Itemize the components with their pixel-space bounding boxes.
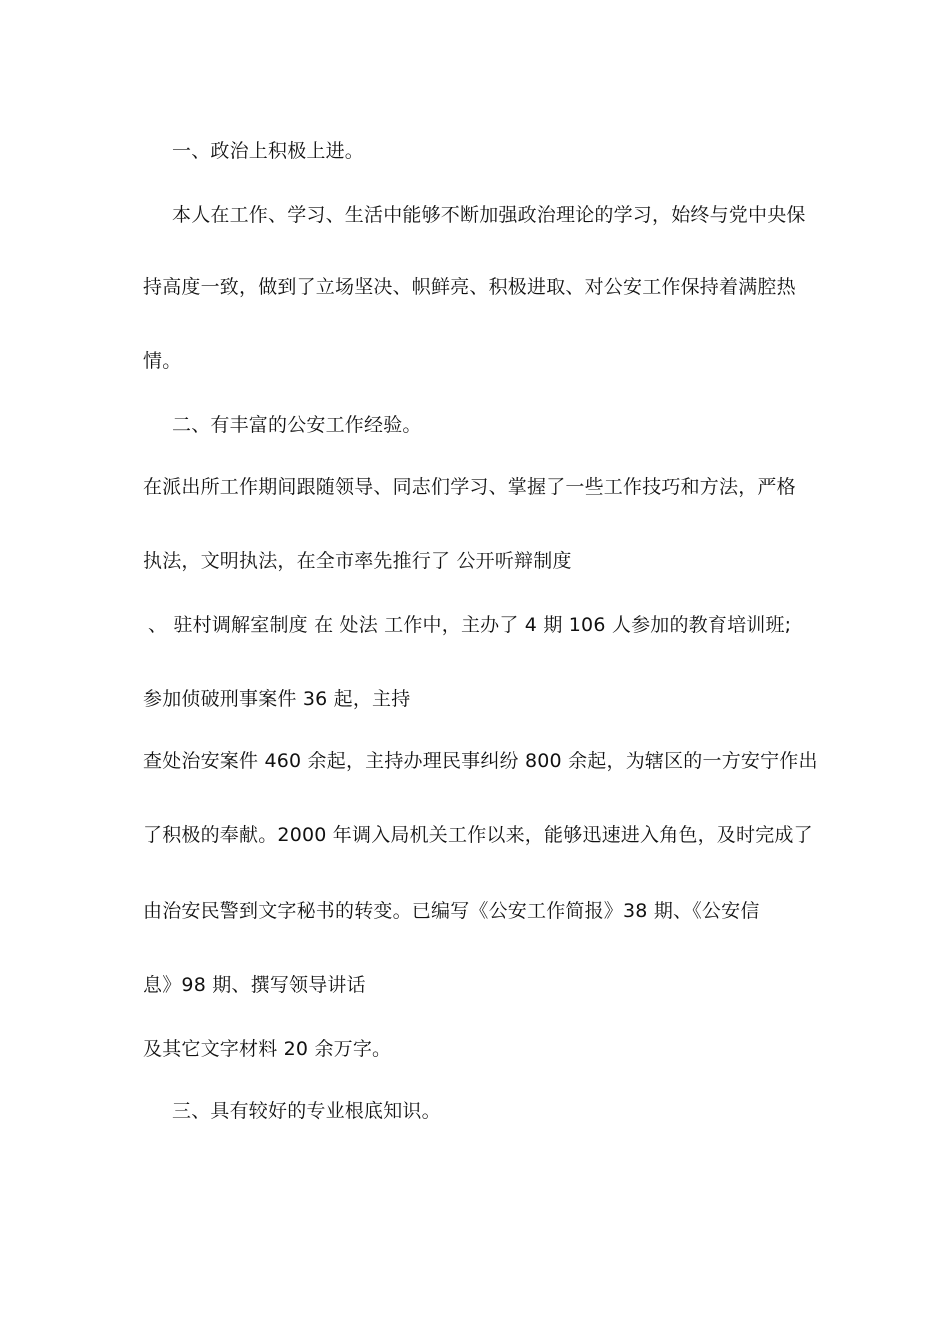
paragraph-line: 由治安民警到文字秘书的转变。已编写《公安工作简报》38 期、《公安信: [143, 900, 760, 922]
paragraph-line: 查处治安案件 460 余起，主持办理民事纠纷 800 余起，为辖区的一方安宁作出: [143, 750, 818, 772]
paragraph-line: 情。: [143, 350, 182, 372]
paragraph-line: 本人在工作、学习、生活中能够不断加强政治理论的学习，始终与党中央保: [172, 204, 806, 226]
paragraph-line: 息》98 期、撰写领导讲话: [143, 974, 366, 996]
paragraph-line: 及其它文字材料 20 余万字。: [143, 1038, 392, 1060]
section-heading-2: 二、有丰富的公安工作经验。: [172, 414, 422, 436]
section-heading-1: 一、政治上积极上进。: [172, 140, 365, 162]
paragraph-line: 、 驻村调解室制度 在 处法 工作中，主办了 4 期 106 人参加的教育培训班;: [148, 614, 792, 636]
paragraph-line: 在派出所工作期间跟随领导、同志们学习、掌握了一些工作技巧和方法，严格: [143, 476, 796, 498]
paragraph-line: 持高度一致，做到了立场坚决、帜鲜亮、积极进取、对公安工作保持着满腔热: [143, 276, 796, 298]
section-heading-3: 三、具有较好的专业根底知识。: [172, 1100, 441, 1122]
paragraph-line: 执法，文明执法，在全市率先推行了 公开听辩制度: [143, 550, 572, 572]
paragraph-line: 了积极的奉献。2000 年调入局机关工作以来，能够迅速进入角色，及时完成了: [143, 824, 813, 846]
paragraph-line: 参加侦破刑事案件 36 起，主持: [143, 688, 411, 710]
